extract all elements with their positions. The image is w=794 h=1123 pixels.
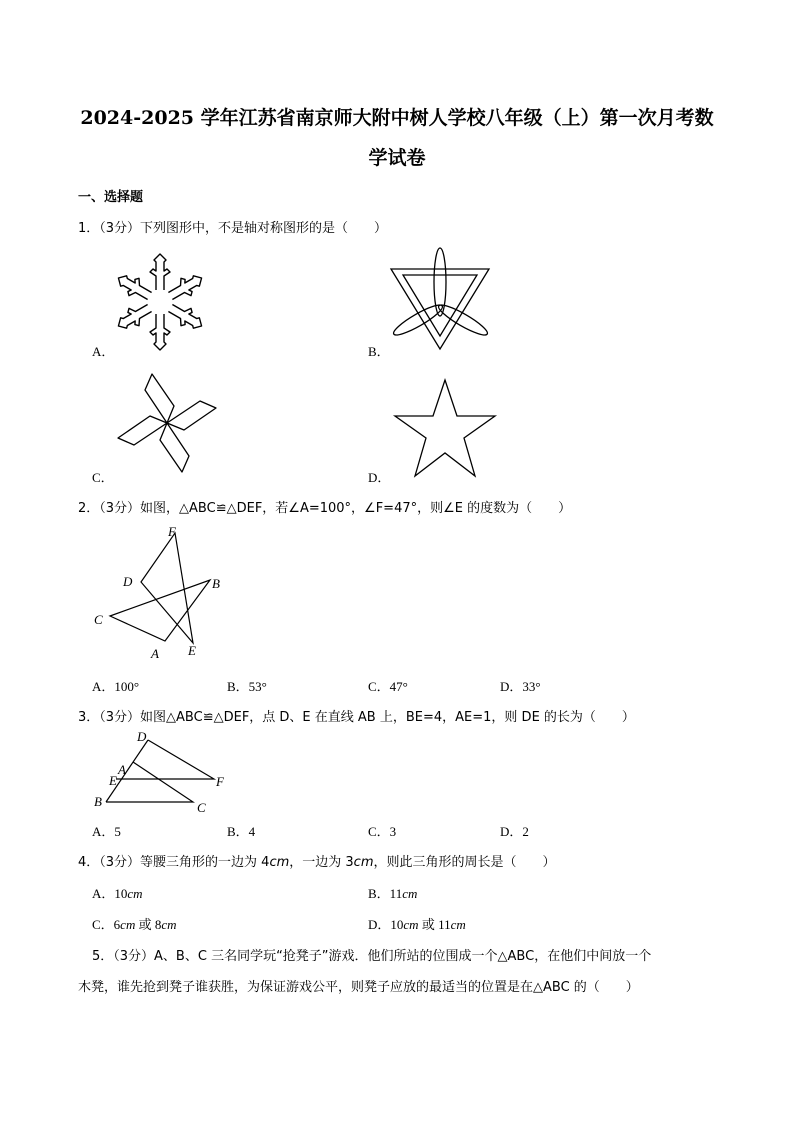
- q4-option-d-text: D．10: [368, 917, 404, 932]
- q4-stem-unit-1: cm: [269, 855, 290, 870]
- question-5-stem-line-2: 木凳，谁先抢到凳子谁获胜，为保证游戏公平，则凳子应放的最适当的位置是在△ABC 的（ ）: [78, 980, 639, 995]
- q4-option-b[interactable]: [368, 883, 417, 902]
- q3-option-c[interactable]: C．3: [368, 824, 397, 839]
- q4-option-c-unit-2: cm: [161, 917, 177, 932]
- q4-stem-mid: ，一边为 3: [289, 855, 354, 870]
- q4-option-c[interactable]: [92, 914, 177, 933]
- q3-option-d[interactable]: D．2: [500, 824, 529, 839]
- snowflake-figure: [110, 252, 210, 352]
- q2-label-b: B: [212, 576, 220, 591]
- q4-option-d-unit-2: cm: [450, 917, 466, 932]
- q3-label-b: B: [94, 794, 102, 809]
- q4-option-b-unit: cm: [402, 886, 418, 901]
- q2-option-c[interactable]: C．47°: [368, 679, 408, 694]
- q4-stem-pre: 4．（3分）等腰三角形的一边为 4: [78, 855, 270, 870]
- question-3-stem: 3．（3分）如图△ABC≌△DEF，点 D、E 在直线 AB 上，BE=4，AE=1，则 DE 的长为（ ）: [78, 710, 635, 725]
- q1-option-c-label[interactable]: C．: [92, 470, 114, 485]
- q1-option-d-label[interactable]: D．: [368, 470, 391, 485]
- q2-congruent-triangles-figure: [88, 522, 238, 662]
- question-4-stem: [78, 851, 556, 870]
- q3-label-f: F: [216, 774, 224, 789]
- q1-option-b-label[interactable]: B．: [368, 344, 390, 359]
- q3-option-a[interactable]: A．5: [92, 824, 121, 839]
- q3-label-c: C: [197, 800, 206, 815]
- q4-option-a-unit: cm: [127, 886, 143, 901]
- q4-stem-unit-2: cm: [353, 855, 374, 870]
- q3-label-d: D: [137, 729, 147, 744]
- question-1-stem: 1．（3分）下列图形中，不是轴对称图形的是（ ）: [78, 221, 388, 236]
- q2-label-e: E: [188, 643, 196, 658]
- question-2-stem: 2．（3分）如图，△ABC≌△DEF，若∠A=100°，∠F=47°，则∠E 的度数为（ ）: [78, 501, 572, 516]
- pinwheel-figure: [112, 368, 222, 478]
- q2-option-b[interactable]: B．53°: [227, 679, 267, 694]
- q2-option-d[interactable]: D．33°: [500, 679, 541, 694]
- q4-option-d[interactable]: [368, 914, 466, 933]
- q4-option-c-text: C．6: [92, 917, 121, 932]
- q4-option-a-text: A．10: [92, 886, 128, 901]
- triangle-propeller-figure: [385, 244, 495, 354]
- q4-option-d-unit-1: cm: [403, 917, 419, 932]
- q4-stem-post: ，则此三角形的周长是（ ）: [373, 855, 556, 870]
- q2-label-a: A: [151, 646, 159, 661]
- q4-option-d-mid: 或 11: [418, 917, 451, 932]
- q2-label-f: F: [168, 524, 176, 539]
- q3-option-b[interactable]: B．4: [227, 824, 256, 839]
- q3-label-e: E: [109, 773, 117, 788]
- section-heading-choice: 一、选择题: [78, 190, 144, 205]
- q2-option-a[interactable]: A．100°: [92, 679, 140, 694]
- q4-option-c-mid: 或 8: [135, 917, 162, 932]
- page-title-line-2: 学试卷: [368, 147, 426, 169]
- question-5-stem-line-1: 5．（3分）A、B、C 三名同学玩“抢凳子”游戏．他们所站的位围成一个△ABC，在他们中间放一个: [92, 949, 652, 964]
- q1-option-a-label[interactable]: A．: [92, 344, 115, 359]
- q2-label-d: D: [123, 574, 133, 589]
- star-figure: [390, 376, 500, 480]
- q3-congruent-triangles-figure: [88, 726, 238, 816]
- q2-label-c: C: [94, 612, 103, 627]
- q3-label-a: A: [118, 762, 126, 777]
- q4-option-c-unit-1: cm: [120, 917, 136, 932]
- q4-option-a[interactable]: [92, 883, 143, 902]
- q4-option-b-text: B．11: [368, 886, 403, 901]
- page-title-line-1: 2024-2025 学年江苏省南京师大附中树人学校八年级（上）第一次月考数: [80, 107, 714, 129]
